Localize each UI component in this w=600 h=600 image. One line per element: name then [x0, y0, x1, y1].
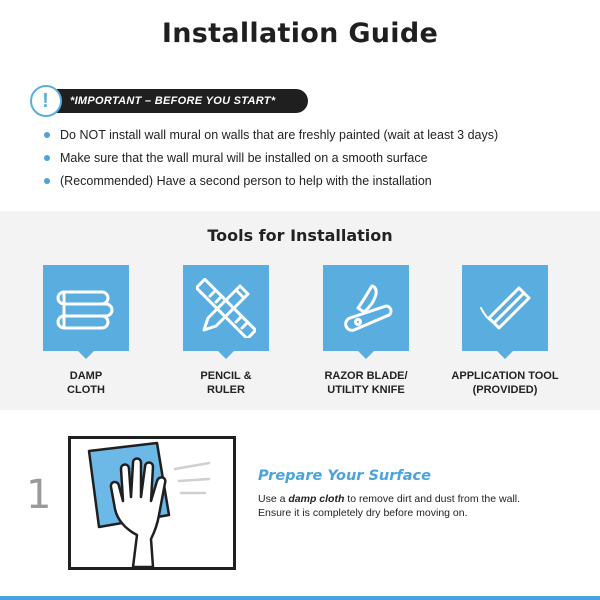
tool-label: DAMP CLOTH: [67, 370, 105, 396]
hand-wiping-cloth-icon: [71, 439, 233, 567]
important-label: *IMPORTANT – BEFORE YOU START*: [70, 95, 276, 107]
pencil-ruler-icon: [196, 278, 256, 338]
list-item: (Recommended) Have a second person to help with the installation: [44, 173, 498, 196]
tool-label: APPLICATION TOOL (PROVIDED): [451, 370, 559, 396]
page-title: Installation Guide: [161, 18, 439, 49]
emphasis-damp-cloth: damp cloth: [288, 493, 345, 505]
precaution-list: [44, 127, 498, 196]
list-item: Make sure that the wall mural will be installed on a smooth surface: [44, 150, 498, 173]
tools-section: [0, 211, 600, 410]
step-description: Use a damp cloth to remove dirt and dust from the wall. Ensure it is completely dry before moving on.: [258, 493, 521, 519]
folded-cloth-icon: [56, 278, 116, 338]
tool-label: RAZOR BLADE/ UTILITY KNIFE: [324, 370, 408, 396]
tool-label: PENCIL & RULER: [200, 370, 252, 396]
step-title: Prepare Your Surface: [258, 468, 431, 484]
tool-utility-knife: [323, 265, 409, 396]
utility-knife-icon: [336, 278, 396, 338]
bottom-divider: [0, 596, 600, 600]
tool-application-tool: [451, 265, 559, 396]
exclamation-icon: !: [30, 85, 62, 117]
step-number: 1: [26, 472, 52, 518]
list-item: Do NOT install wall mural on walls that are freshly painted (wait at least 3 days): [44, 127, 498, 150]
step-illustration: [68, 436, 236, 570]
tools-title: Tools for Installation: [207, 226, 393, 245]
application-tool-icon: [475, 278, 535, 338]
tool-pencil-ruler: [183, 265, 269, 396]
tool-damp-cloth: [43, 265, 129, 396]
